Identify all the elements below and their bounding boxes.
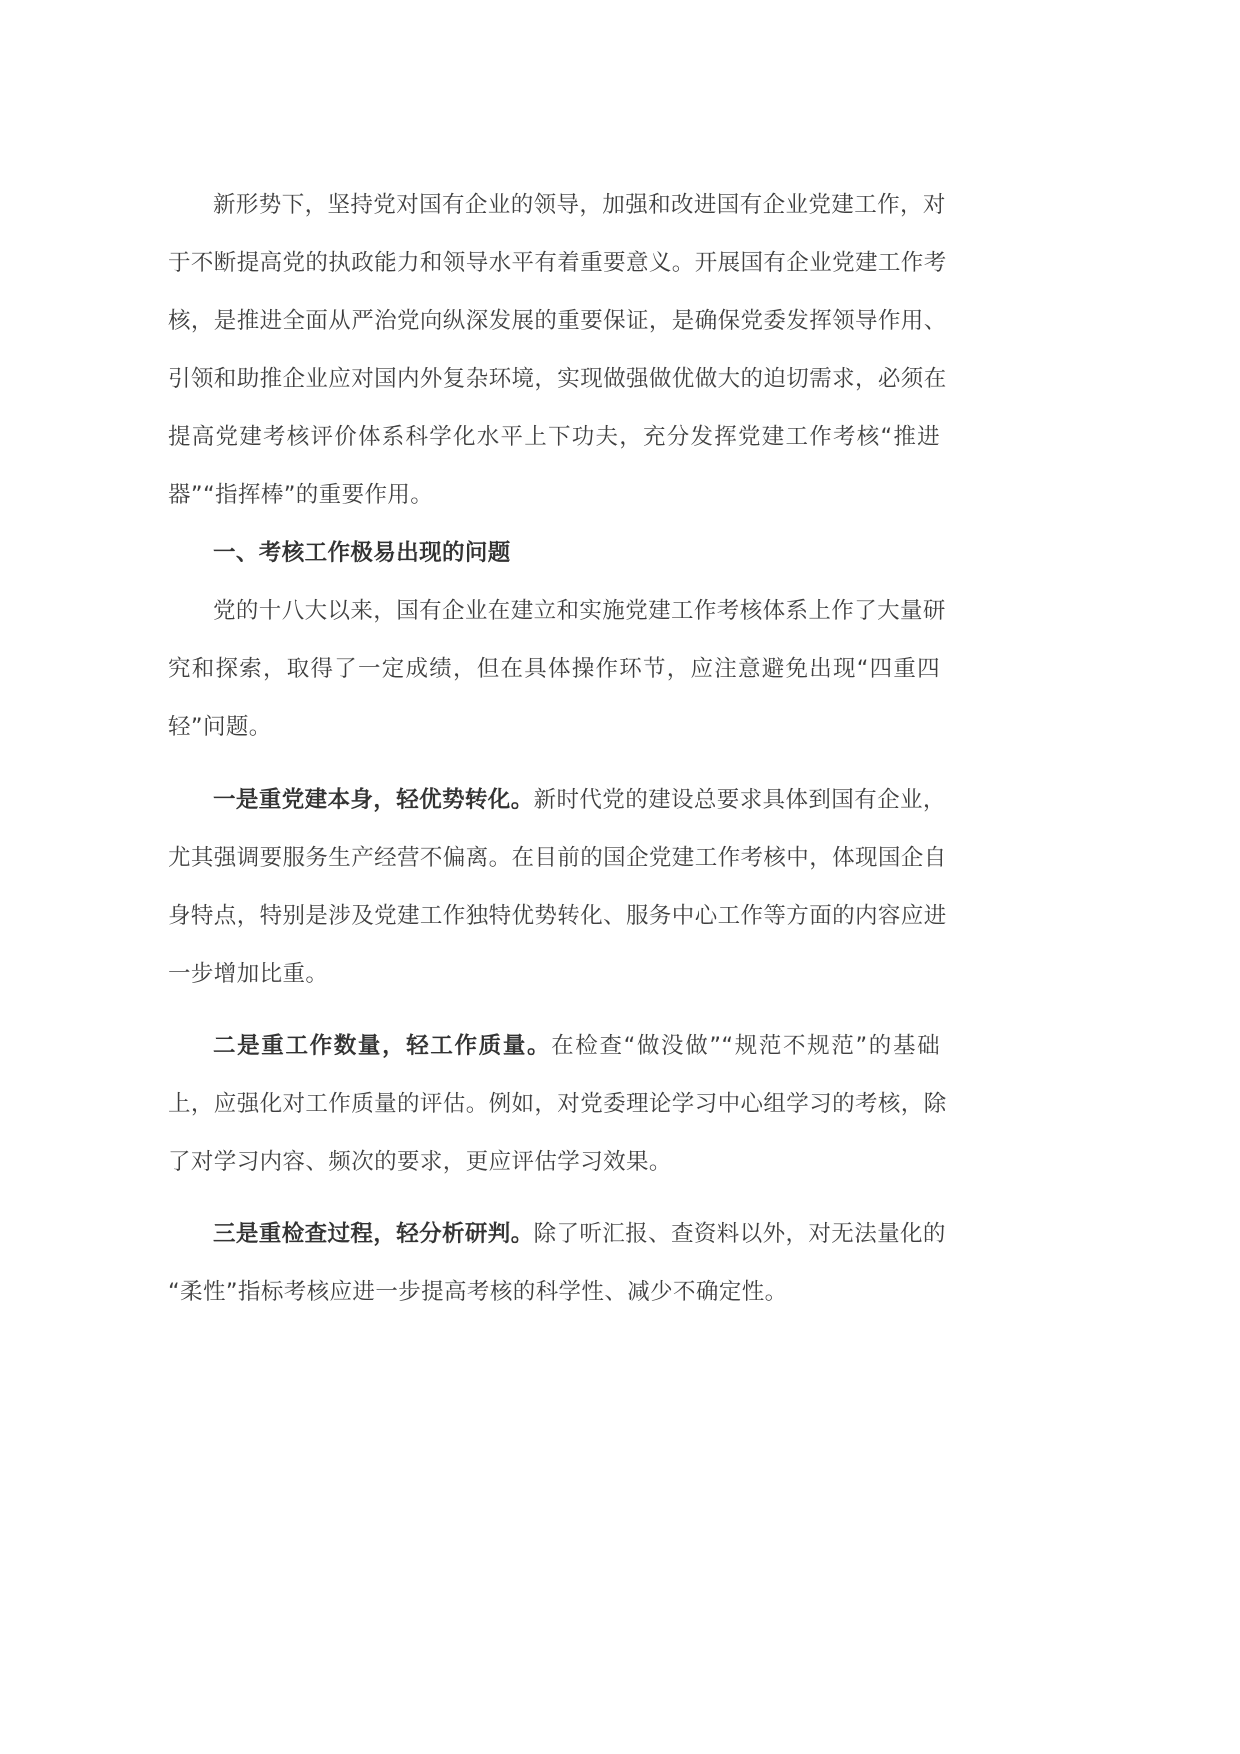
section-intro-line: 党的十八大以来，国有企业在建立和实施党建工作考核体系上作了大量研	[213, 598, 946, 624]
point-text: 除了听汇报、查资料以外，对无法量化的	[533, 1221, 946, 1247]
point-line: 一步增加比重。	[168, 961, 329, 987]
intro-line: 于不断提高党的执政能力和领导水平有着重要意义。开展国有企业党建工作考	[168, 250, 947, 276]
intro-line: 新形势下，坚持党对国有企业的领导，加强和改进国有企业党建工作，对	[213, 192, 946, 218]
point-first-line	[213, 1031, 940, 1061]
point-line: 上，应强化对工作质量的评估。例如，对党委理论学习中心组学习的考核，除	[168, 1091, 947, 1117]
section-intro-line: 轻”问题。	[168, 714, 272, 740]
point-first-line	[213, 785, 946, 815]
point-line: 身特点，特别是涉及党建工作独特优势转化、服务中心工作等方面的内容应进	[168, 903, 947, 929]
point-line: 了对学习内容、频次的要求，更应评估学习效果。	[168, 1149, 672, 1175]
intro-line: 引领和助推企业应对国内外复杂环境，实现做强做优做大的迫切需求，必须在	[168, 366, 947, 392]
section-intro-line: 究和探索，取得了一定成绩，但在具体操作环节，应注意避免出现“四重四	[168, 656, 940, 682]
point-title: 一是重党建本身，轻优势转化。	[213, 787, 534, 813]
section-heading: 一、考核工作极易出现的问题	[213, 540, 511, 566]
point-line: “柔性”指标考核应进一步提高考核的科学性、减少不确定性。	[168, 1279, 788, 1305]
intro-line: 器”“指挥棒”的重要作用。	[168, 482, 434, 508]
point-title: 三是重检查过程，轻分析研判。	[213, 1221, 534, 1247]
point-text: 新时代党的建设总要求具体到国有企业，	[533, 787, 946, 813]
point-first-line	[213, 1219, 946, 1249]
intro-line: 核，是推进全面从严治党向纵深发展的重要保证，是确保党委发挥领导作用、	[168, 308, 947, 334]
point-line: 尤其强调要服务生产经营不偏离。在目前的国企党建工作考核中，体现国企自	[168, 845, 947, 871]
intro-line: 提高党建考核评价体系科学化水平上下功夫，充分发挥党建工作考核“推进	[168, 424, 940, 450]
point-text: 在检查“做没做”“规范不规范”的基础	[551, 1033, 941, 1059]
point-title: 二是重工作数量，轻工作质量。	[213, 1033, 552, 1059]
